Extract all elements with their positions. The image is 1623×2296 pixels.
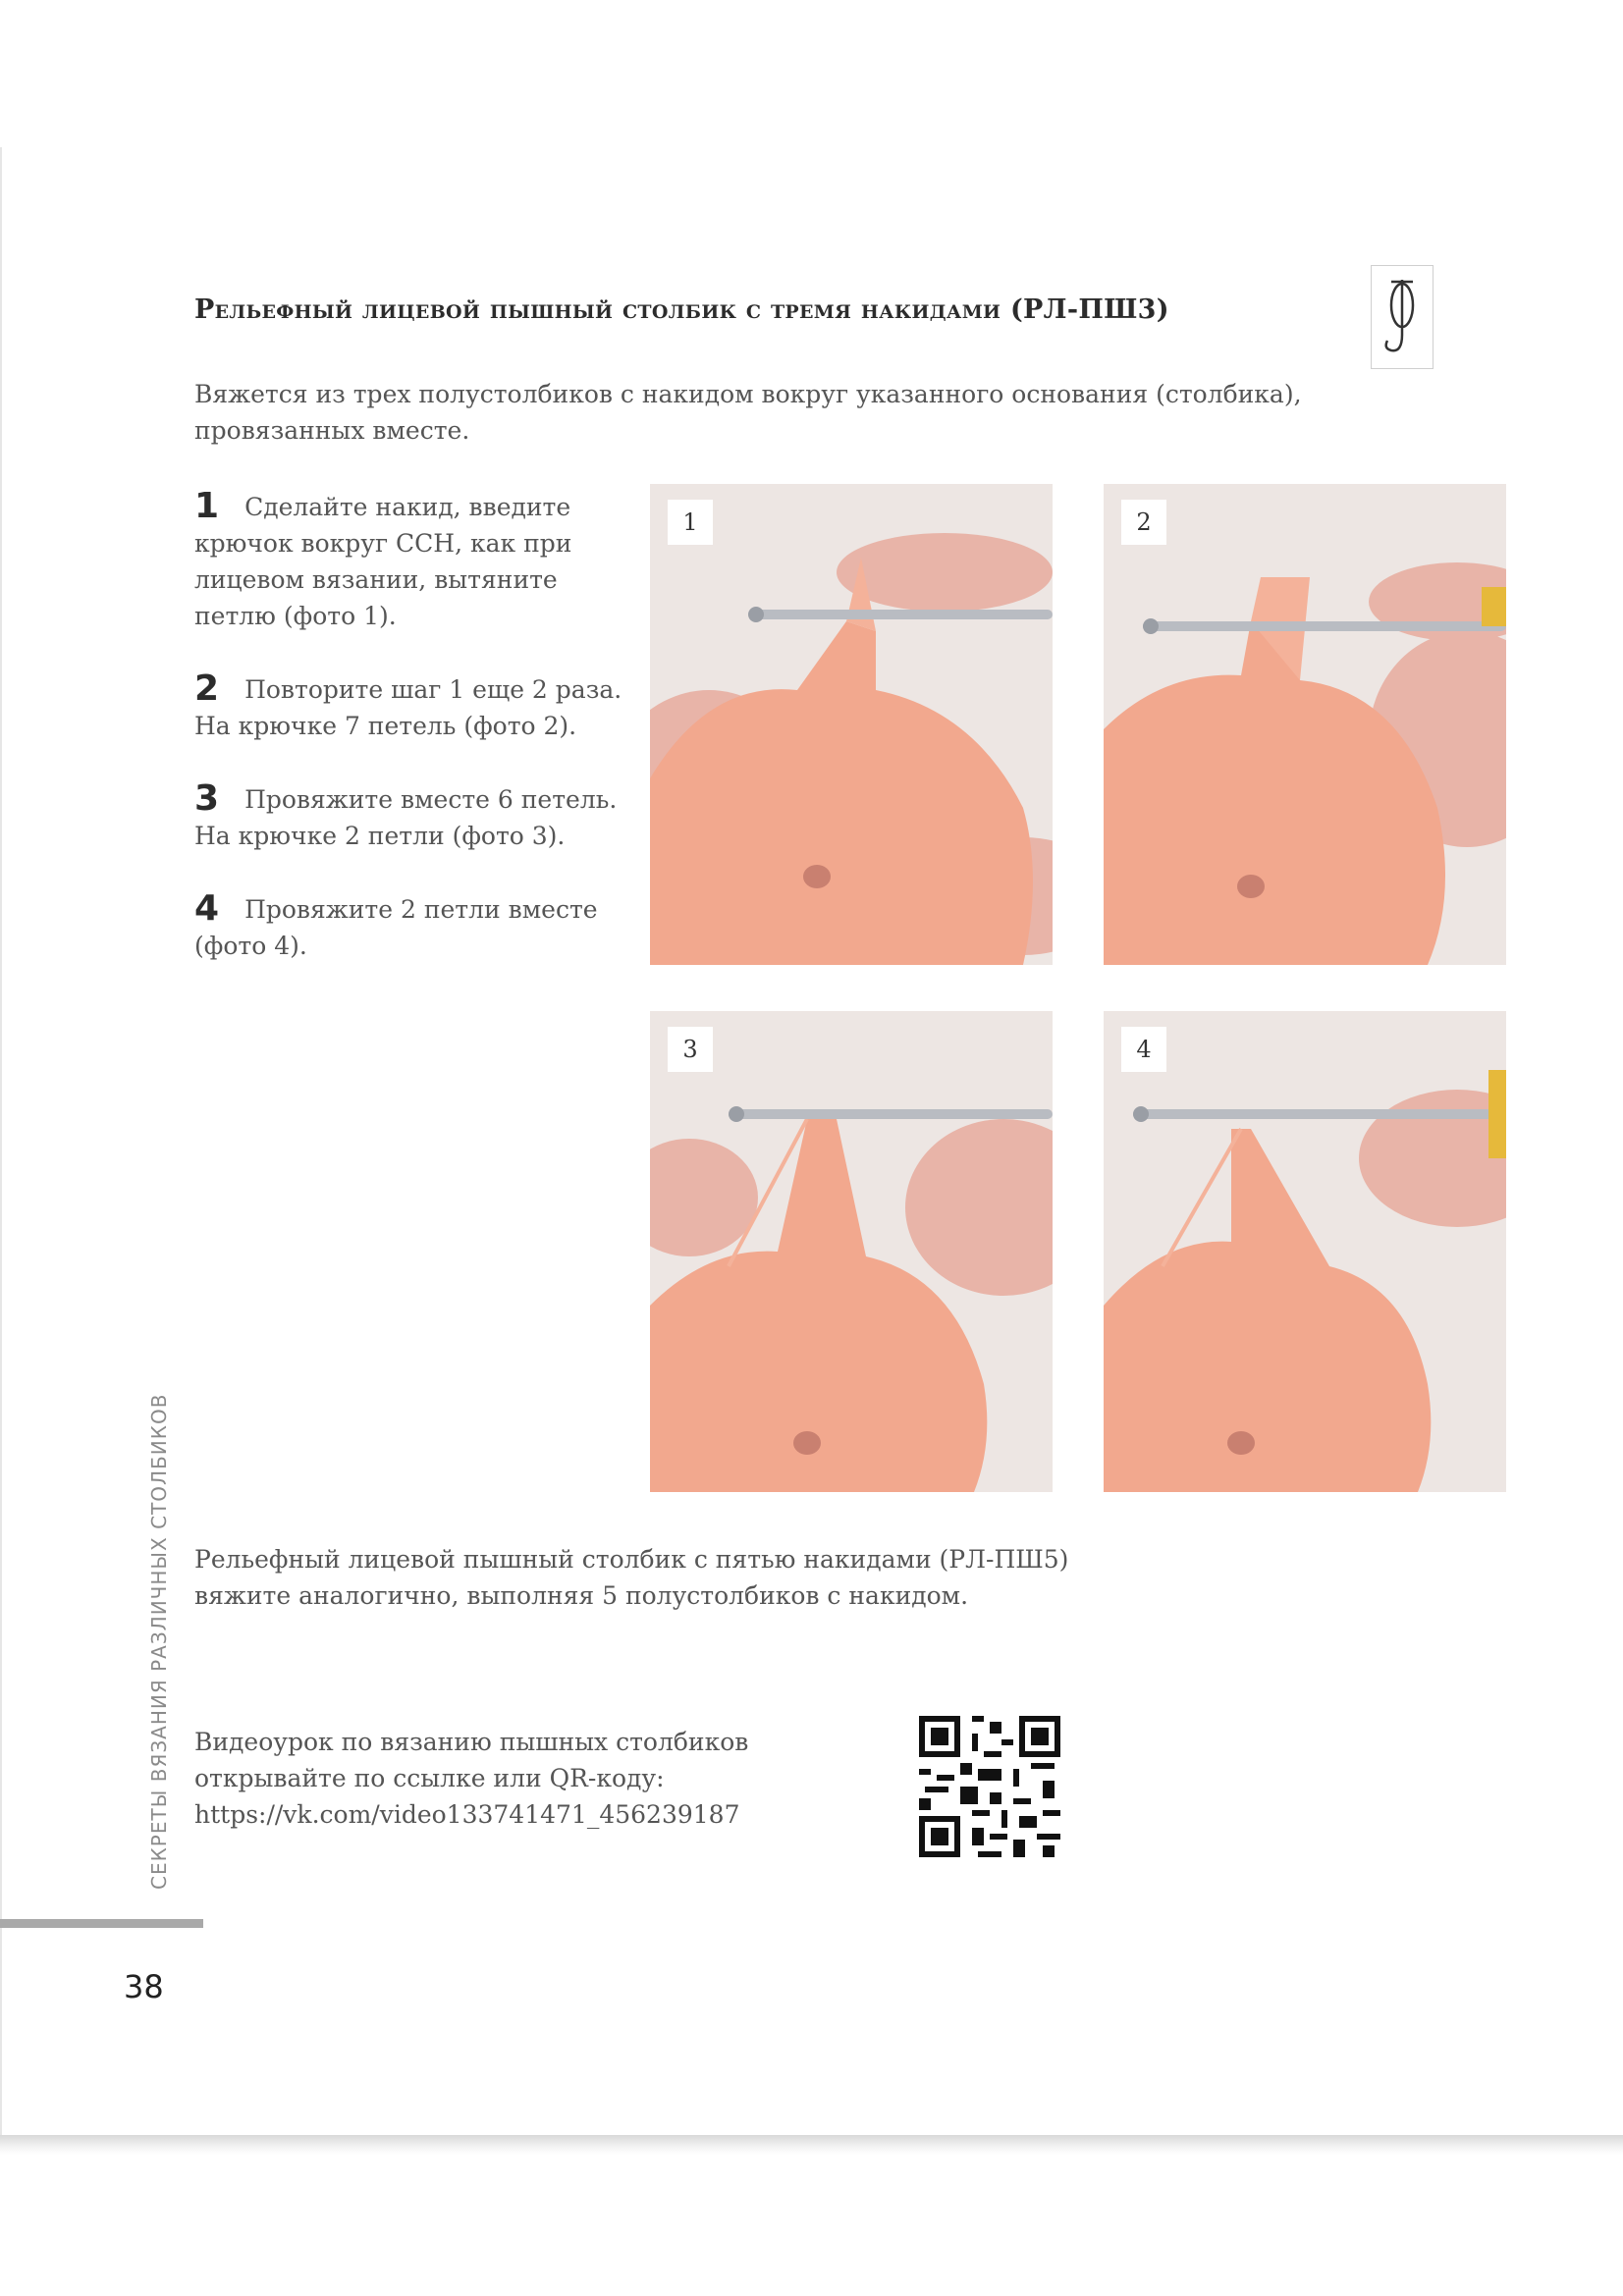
photo-label: 1 — [668, 500, 713, 545]
step-1 — [194, 488, 626, 634]
photo-3 — [650, 1011, 1053, 1492]
step-2 — [194, 670, 626, 744]
step-number: 1 — [194, 486, 220, 526]
step-text: Провяжите 2 петли вместе (фото 4). — [194, 895, 598, 960]
photo-1 — [650, 484, 1053, 965]
video-link[interactable]: https://vk.com/video133741471_456239187 — [194, 1800, 740, 1829]
video-block — [194, 1724, 901, 1833]
page-shadow — [0, 2135, 1623, 2155]
step-number: 2 — [194, 668, 220, 709]
step-text: Провяжите вместе 6 петель. На крючке 2 петли (фото 3). — [194, 785, 618, 850]
video-text: Видеоурок по вязанию пышных столбиков открывайте по ссылке или QR-коду: — [194, 1728, 749, 1792]
note-text: Рельефный лицевой пышный столбик с пятью накидами (РЛ-ПШ5) вяжите аналогично, выполняя 5 полустолбиков с накидом. — [194, 1545, 1069, 1610]
intro-text: Вяжется из трех полустолбиков с накидом вокруг указанного основания (столбика), провязанных вместе. — [194, 380, 1302, 445]
page-number: 38 — [124, 1968, 164, 2005]
side-bar-divider — [0, 1919, 203, 1928]
steps-list — [194, 488, 626, 1000]
section-side-label: СЕКРЕТЫ ВЯЗАНИЯ РАЗЛИЧНЫХ СТОЛБИКОВ — [147, 1393, 171, 1890]
crochet-symbol-icon — [1371, 265, 1434, 369]
step-3 — [194, 780, 626, 854]
photo-4 — [1104, 1011, 1506, 1492]
page-title: Рельефный лицевой пышный столбик с тремя накидами (РЛ-ПШ3) — [194, 294, 1169, 325]
step-4 — [194, 890, 626, 964]
step-number: 4 — [194, 888, 220, 929]
photo-2 — [1104, 484, 1506, 965]
step-number: 3 — [194, 778, 220, 819]
photo-label: 3 — [668, 1027, 713, 1072]
step-text: Сделайте накид, введите крючок вокруг ССН, как при лицевом вязании, вытяните петлю (фото 1). — [194, 493, 572, 630]
qr-code-icon[interactable] — [919, 1716, 1060, 1857]
photo-label: 2 — [1121, 500, 1166, 545]
photo-label: 4 — [1121, 1027, 1166, 1072]
step-text: Повторите шаг 1 еще 2 раза. На крючке 7 петель (фото 2). — [194, 675, 622, 740]
